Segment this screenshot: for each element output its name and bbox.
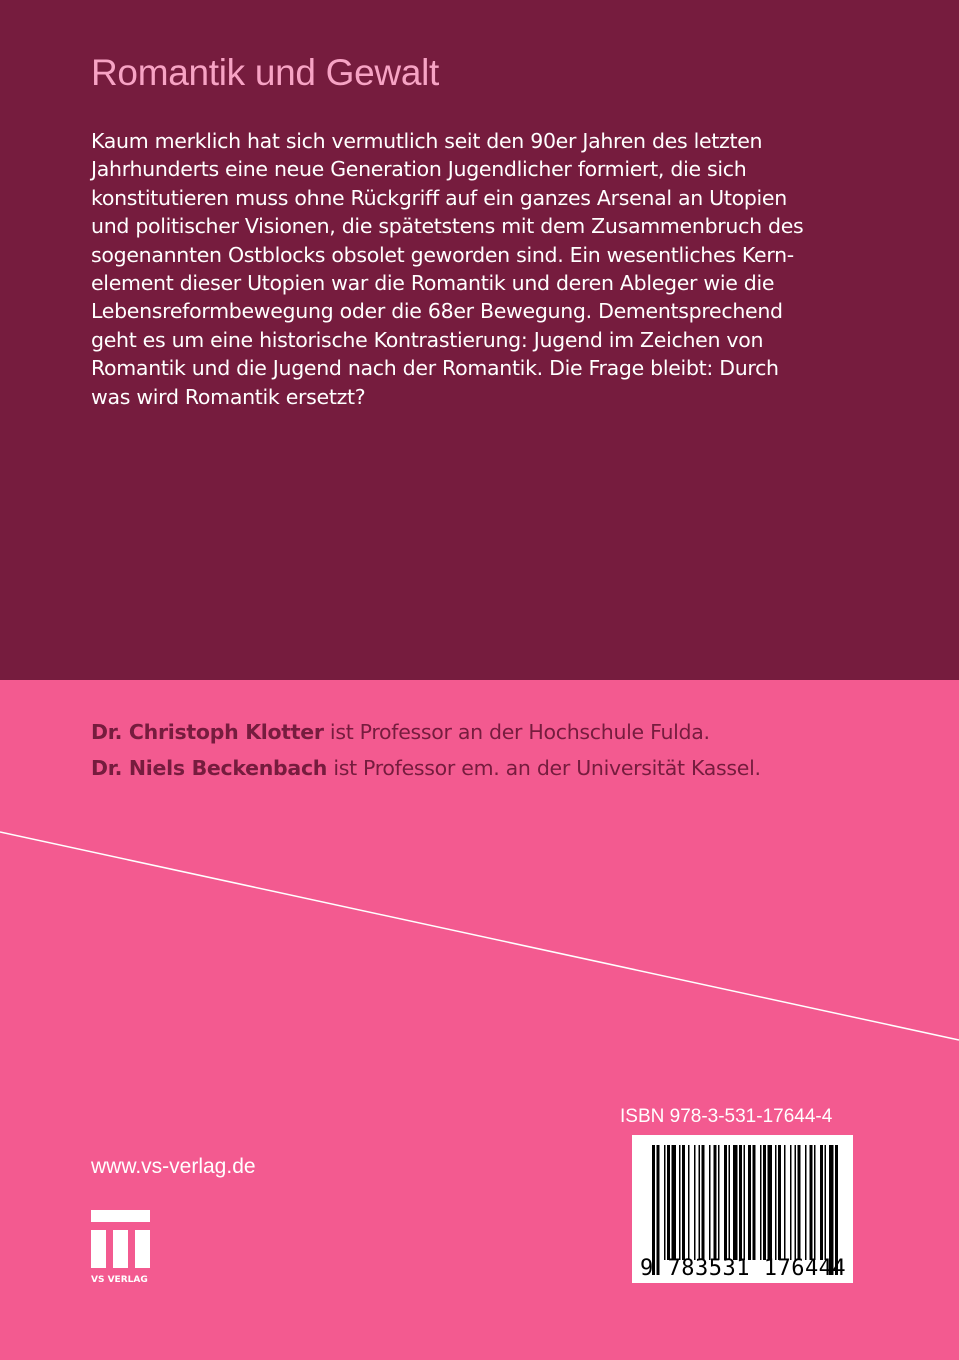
blurb-line: Jahrhunderts eine neue Generation Jugendlicher formiert, die sich	[91, 157, 747, 182]
author-bio: ist Professor an der Hochschule Fulda.	[323, 720, 710, 744]
barcode-bar	[667, 1145, 670, 1260]
isbn: ISBN 978-3-531-17644-4	[620, 1106, 833, 1127]
barcode-bar	[784, 1145, 786, 1260]
blurb-line: sogenannten Ostblocks obsolet geworden sind. Ein wesentliches Kern-	[91, 242, 794, 267]
barcode-bar	[724, 1145, 727, 1260]
blurb-line: Lebensreformbewegung oder die 68er Bewegung. Dementsprechend	[91, 299, 783, 324]
barcode-bar	[702, 1145, 705, 1260]
blurb-line: und politischer Visionen, die spätetstens mit dem Zusammenbruch des	[91, 214, 804, 239]
barcode-bar	[798, 1145, 801, 1260]
barcode-bar	[718, 1145, 720, 1260]
barcode-bar	[775, 1145, 777, 1260]
author-name: Dr. Christoph Klotter	[91, 720, 324, 744]
barcode-bar	[664, 1145, 666, 1260]
barcode-bar	[814, 1145, 816, 1260]
barcode-bar	[682, 1145, 685, 1260]
barcode-bar	[694, 1145, 696, 1260]
barcode-bar	[805, 1145, 807, 1260]
author-name: Dr. Niels Beckenbach	[91, 756, 328, 780]
barcode-bar	[795, 1145, 797, 1260]
barcode-bar	[739, 1145, 742, 1260]
publisher-url[interactable]: www.vs-verlag.de	[91, 1155, 256, 1178]
blurb-line: was wird Romantik ersetzt?	[91, 384, 366, 409]
barcode-bar	[760, 1145, 762, 1260]
svg-text:VS VERLAG: VS VERLAG	[91, 1275, 148, 1285]
book-title: Romantik und Gewalt	[91, 52, 440, 93]
barcode-bar	[709, 1145, 711, 1260]
barcode-bar	[733, 1145, 738, 1260]
blurb-line: geht es um eine historische Kontrastierung: Jugend im Zeichen von	[91, 327, 764, 352]
blurb-line: element dieser Utopien war die Romantik und deren Ableger wie die	[91, 271, 775, 296]
barcode-bar	[679, 1145, 681, 1260]
barcode-bar	[688, 1145, 690, 1260]
blurb-line: Romantik und die Jugend nach der Romantik. Die Frage bleibt: Durch	[91, 356, 779, 381]
vs-verlag-logo	[91, 1210, 151, 1285]
blurb-line: Kaum merklich hat sich vermutlich seit den 90er Jahren des letzten	[91, 129, 763, 153]
barcode-bar	[810, 1145, 813, 1260]
blurb-line: konstitutieren muss ohne Rückgriff auf ein ganzes Arsenal an Utopien	[91, 185, 787, 210]
barcode-bar	[748, 1145, 751, 1260]
barcode-bar	[778, 1145, 781, 1260]
barcode-bar	[763, 1145, 766, 1260]
barcode-digits: 9 783531 176444	[640, 1256, 847, 1281]
barcode-bar	[672, 1145, 677, 1260]
barcode-bar	[768, 1145, 773, 1260]
barcode-bar	[825, 1145, 827, 1260]
barcode-bar	[753, 1145, 756, 1260]
author-bio: ist Professor em. an der Universität Kassel.	[327, 756, 761, 780]
barcode-bar	[820, 1145, 823, 1260]
barcode-bar	[790, 1145, 792, 1260]
barcode-bar	[714, 1145, 717, 1260]
barcode-bar	[729, 1145, 731, 1260]
barcode-bar	[699, 1145, 701, 1260]
barcode	[632, 1135, 853, 1283]
barcode-bar	[744, 1145, 746, 1260]
